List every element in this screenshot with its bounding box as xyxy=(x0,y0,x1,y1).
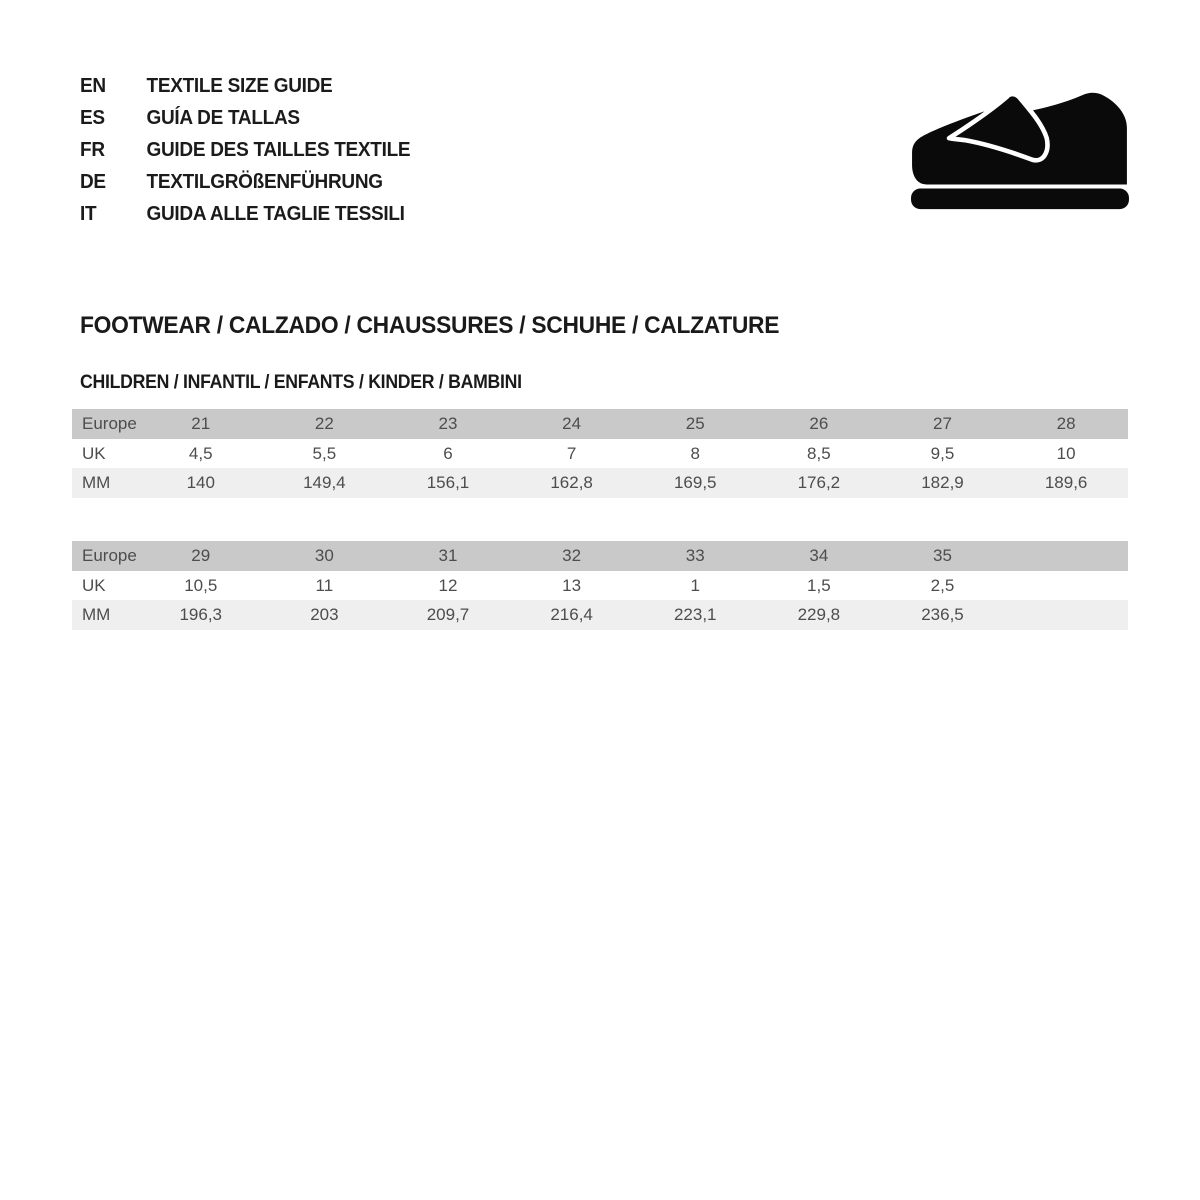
size-cell: 162,8 xyxy=(550,473,593,492)
language-code: EN xyxy=(80,75,106,97)
size-cell: 182,9 xyxy=(921,473,964,492)
size-cell: 12 xyxy=(438,575,458,595)
size-cell: 27 xyxy=(933,414,952,433)
size-table-row xyxy=(72,409,1128,439)
size-cell: 28 xyxy=(1056,414,1076,433)
size-cell: 9,5 xyxy=(930,443,955,463)
row-label: UK xyxy=(82,575,106,595)
size-cell: 25 xyxy=(685,414,705,433)
size-table-row xyxy=(72,468,1128,498)
size-cell: 6 xyxy=(443,443,453,463)
language-list xyxy=(80,70,428,230)
size-cell: 8 xyxy=(690,443,700,463)
language-code: IT xyxy=(80,203,97,225)
size-cell: 209,7 xyxy=(426,605,470,624)
size-table-children-2 xyxy=(72,541,1128,630)
size-cell: 196,3 xyxy=(179,605,223,624)
category-title: CHILDREN / INFANTIL / ENFANTS / KINDER / BAMBINI xyxy=(80,372,522,393)
row-label: MM xyxy=(82,473,111,492)
size-cell: 13 xyxy=(562,575,582,595)
size-cell: 149,4 xyxy=(303,473,346,492)
language-row xyxy=(80,102,410,134)
size-cell: 23 xyxy=(438,414,458,433)
size-cell: 176,2 xyxy=(797,473,841,492)
size-cell: 31 xyxy=(438,546,458,565)
size-cell: 1,5 xyxy=(807,575,831,595)
language-code: FR xyxy=(80,139,105,161)
size-cell: 34 xyxy=(809,546,829,565)
language-code: DE xyxy=(80,171,106,193)
size-table-row xyxy=(72,541,1128,571)
size-cell: 169,5 xyxy=(673,473,717,492)
language-row xyxy=(80,198,410,230)
size-cell: 8,5 xyxy=(807,443,831,463)
size-cell: 189,6 xyxy=(1044,473,1088,492)
size-cell: 24 xyxy=(562,414,582,433)
size-cell: 140 xyxy=(186,473,215,492)
size-cell xyxy=(1004,571,1128,601)
size-cell: 203 xyxy=(310,605,339,624)
size-cell: 22 xyxy=(314,414,334,433)
size-cell: 2,5 xyxy=(930,575,955,595)
size-cell: 156,1 xyxy=(426,473,470,492)
size-table-row xyxy=(72,571,1128,601)
size-cell: 236,5 xyxy=(921,605,964,624)
language-row xyxy=(80,134,410,166)
section-title: FOOTWEAR / CALZADO / CHAUSSURES / SCHUHE / CALZATURE xyxy=(80,312,780,339)
size-cell xyxy=(1004,600,1128,630)
size-cell: 10 xyxy=(1056,443,1076,463)
language-label: TEXTILE SIZE GUIDE xyxy=(146,75,333,97)
language-label: TEXTILGRÖßENFÜHRUNG xyxy=(146,171,383,193)
size-cell: 11 xyxy=(315,575,334,595)
size-cell: 10,5 xyxy=(184,575,218,595)
children-shoe-icon xyxy=(910,90,1130,210)
size-cell: 216,4 xyxy=(550,605,593,624)
size-cell: 30 xyxy=(314,546,334,565)
size-cell: 5,5 xyxy=(312,443,337,463)
row-label: Europe xyxy=(82,546,137,565)
language-label: GUIDE DES TAILLES TEXTILE xyxy=(146,139,411,161)
size-table-row xyxy=(72,439,1128,469)
row-label: UK xyxy=(82,443,106,463)
language-label: GUÍA DE TALLAS xyxy=(146,107,300,129)
size-cell: 29 xyxy=(191,546,211,565)
size-cell: 4,5 xyxy=(188,443,213,463)
row-label: Europe xyxy=(82,414,137,433)
size-cell: 32 xyxy=(562,546,582,565)
size-cell xyxy=(1004,541,1128,571)
language-row xyxy=(80,70,410,102)
size-cell: 21 xyxy=(191,414,211,433)
size-cell: 33 xyxy=(685,546,705,565)
size-table-row xyxy=(72,600,1128,630)
size-cell: 223,1 xyxy=(673,605,717,624)
size-cell: 7 xyxy=(566,443,577,463)
size-table-children-1 xyxy=(72,409,1128,498)
row-label: MM xyxy=(82,605,111,624)
size-cell: 26 xyxy=(809,414,829,433)
language-row xyxy=(80,166,410,198)
size-cell: 1 xyxy=(690,575,700,595)
size-cell: 35 xyxy=(933,546,952,565)
language-label: GUIDA ALLE TAGLIE TESSILI xyxy=(146,203,405,225)
language-code: ES xyxy=(80,107,105,129)
size-cell: 229,8 xyxy=(797,605,841,624)
